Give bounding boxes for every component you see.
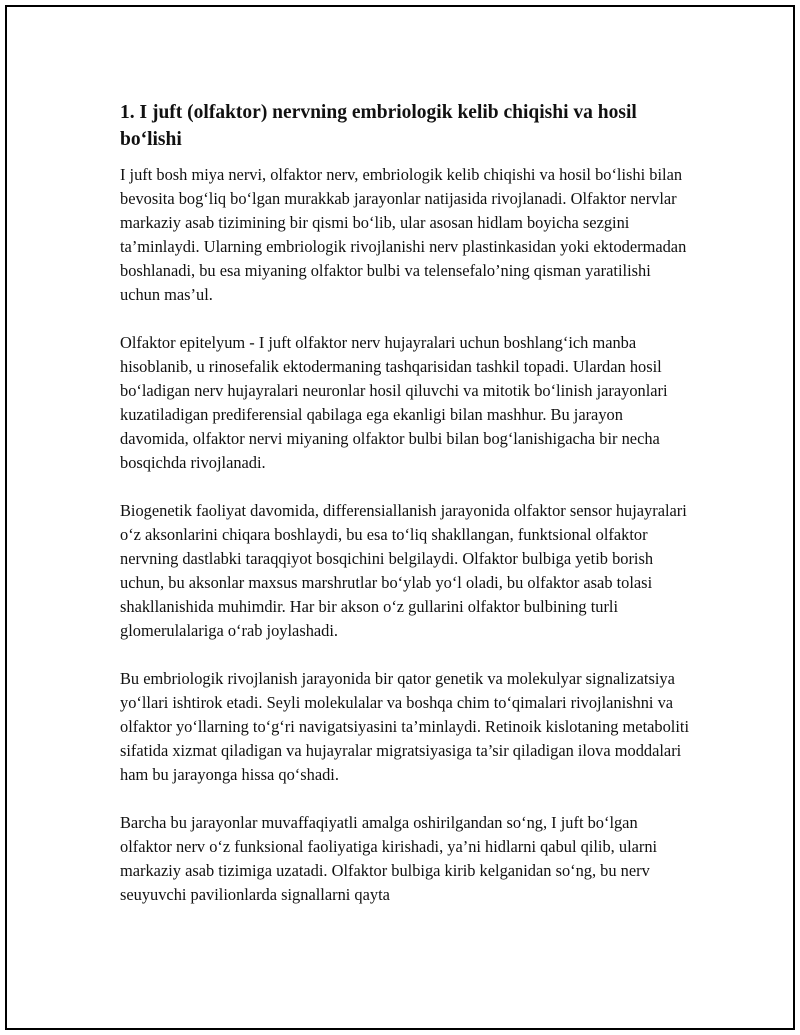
paragraph-5: Barcha bu jarayonlar muvaffaqiyatli amalga oshirilgandan so‘ng, I juft bo‘lgan olfaktor nerv o‘z funksional faoliyatiga kirishadi, ya’ni hidlarni qabul qilib, ularni markaziy asab tizimiga uzatadi. Olfaktor bulbiga kirib kelganidan so‘ng, bu nerv seuyuvchi pavilionlarda signallarni qayta <box>120 813 658 904</box>
paragraph-1: I juft bosh miya nervi, olfaktor nerv, embriologik kelib chiqishi va hosil bo‘lishi bilan bevosita bog‘liq bo‘lgan murakkab jarayonlar natijasida rivojlanadi. Olfaktor nervlar markaziy asab tizimining bir qismi bo‘lib, ular asosan hidlam boyicha sezgini ta’minlaydi. Ularning embriologik rivojlanishi nerv plastinkasidan yoki ektodermadan boshlanadi, bu esa miyaning olfaktor bulbi va telensefalo’ning qisman yaratilishi uchun mas’ul. <box>120 165 687 304</box>
paragraph-4: Bu embriologik rivojlanish jarayonida bir qator genetik va molekulyar signalizatsiya yo‘llari ishtirok etadi. Seyli molekulalar va boshqa chim to‘qimalari rivojlanishni va olfaktor yo‘llarning to‘g‘ri navigatsiyasini ta’minlaydi. Retinoik kislotaning metaboliti sifatida xizmat qiladigan va hujayralar migratsiyasiga ta’sir qiladigan ilova moddalari ham bu jarayonga hissa qo‘shadi. <box>120 669 690 784</box>
paragraph-3: Biogenetik faoliyat davomida, differensiallanish jarayonida olfaktor sensor hujayralari o‘z aksonlarini chiqara boshlaydi, bu esa to‘liq shakllangan, funktsional olfaktor nervning dastlabki taraqqiyot bosqichini belgilaydi. Olfaktor bulbiga yetib borish uchun, bu aksonlar maxsus marshrutlar bo‘ylab yo‘l oladi, bu olfaktor asab tolasi shakllanishida muhimdir. Har bir akson o‘z gullarini olfaktor bulbining turli glomerulalariga o‘rab joylashadi. <box>120 501 687 640</box>
document-heading: 1. I juft (olfaktor) nervning embriologik kelib chiqishi va hosil bo‘lishi <box>120 102 637 150</box>
paragraph-2: Olfaktor epitelyum - I juft olfaktor nerv hujayralari uchun boshlang‘ich manba hisoblanib, u rinosefalik ektodermaning tashqarisidan tashkil topadi. Ulardan hosil bo‘ladigan nerv hujayralari neuronlar hosil qiluvchi va mitotik bo‘linish jarayonlari kuzatiladigan prediferensial qabilaga ega ekanligi bilan mashhur. Bu jarayon davomida, olfaktor nervi miyaning olfaktor bulbi bilan bog‘lanishigacha bir necha bosqichda rivojlanadi. <box>120 333 668 472</box>
page-frame <box>5 5 795 1030</box>
document-body <box>120 99 690 931</box>
